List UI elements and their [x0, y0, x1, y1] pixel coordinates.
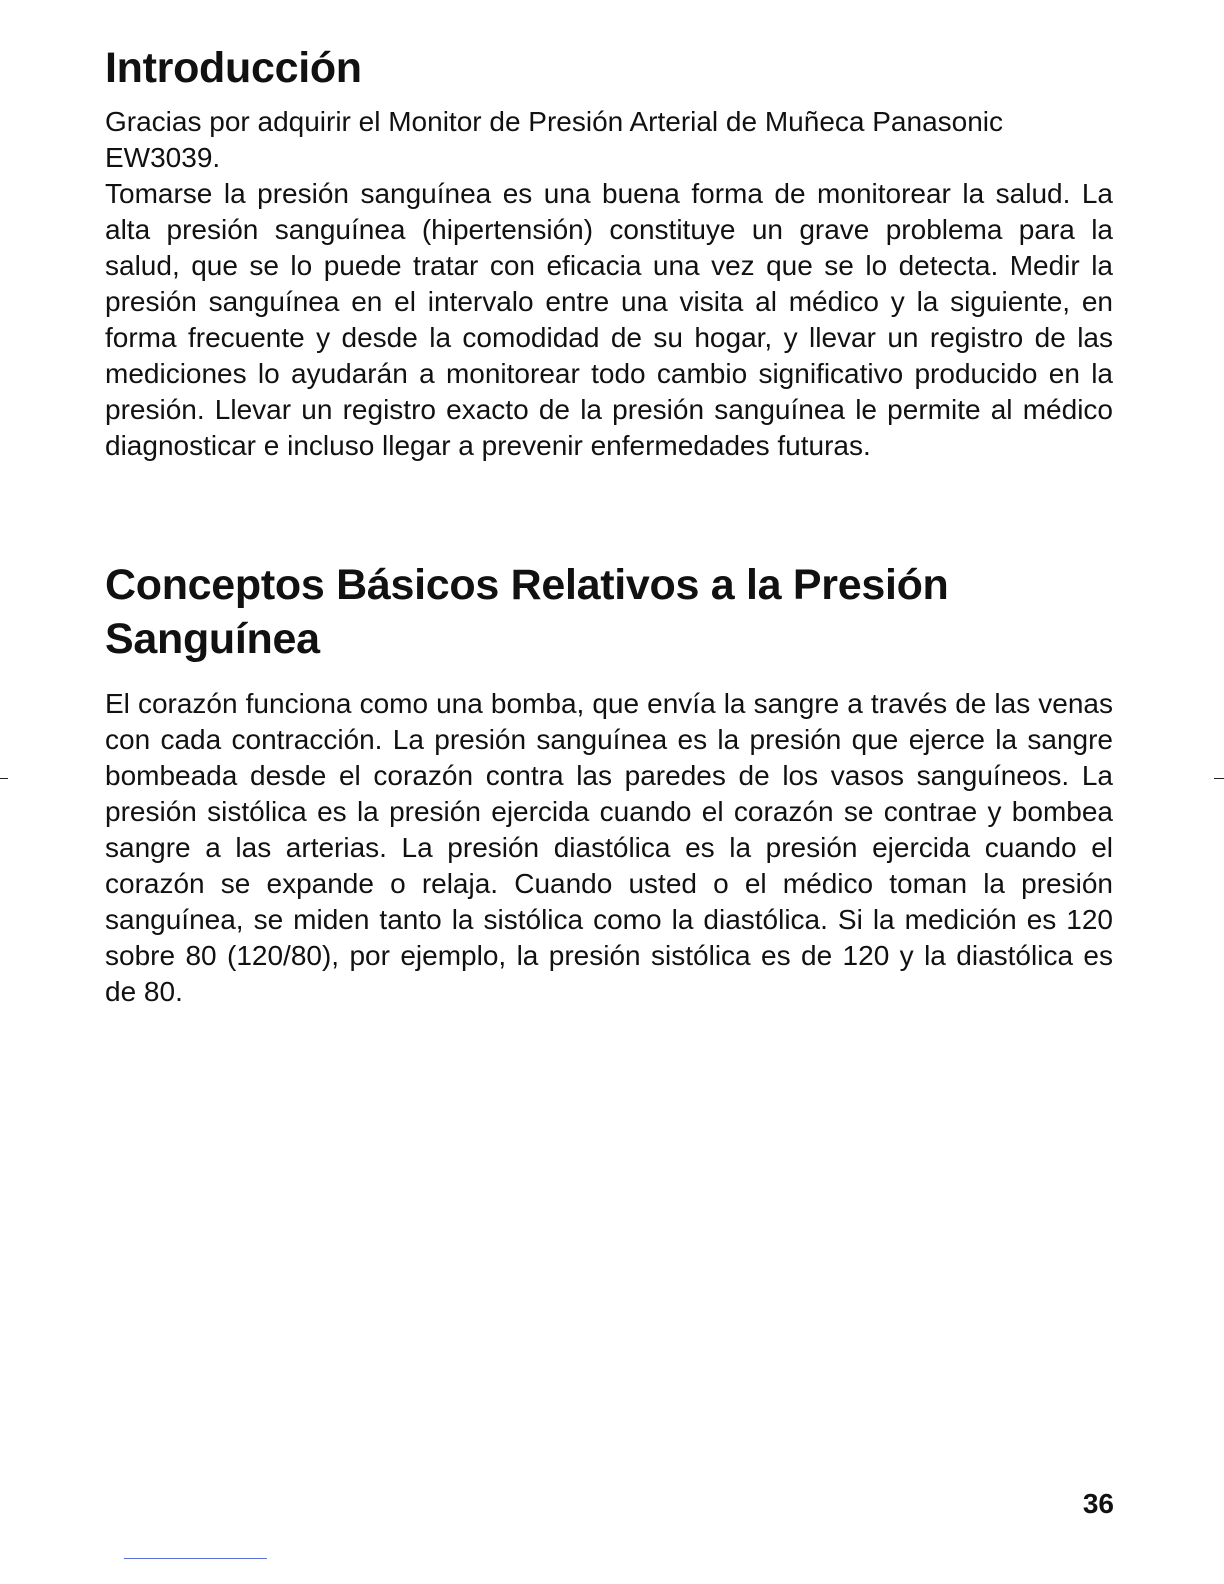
blood-pressure-basics-title-line-1: Conceptos Básicos Relativos a la Presión [105, 561, 949, 609]
right-margin-rule [1214, 778, 1224, 779]
page-number: 36 [1082, 1488, 1114, 1519]
left-margin-rule [0, 778, 8, 779]
introduction-section [105, 40, 1113, 464]
introduction-title: Introducción [105, 44, 362, 92]
document-page [105, 40, 1113, 1010]
introduction-paragraph-purchase: Gracias por adquirir el Monitor de Presión Arterial de Muñeca Panasonic EW3039. [105, 106, 1004, 173]
blood-pressure-basics-title-line-2: Sanguínea [105, 615, 320, 663]
blood-pressure-basics-title [105, 558, 1113, 666]
introduction-paragraph-health: Tomarse la presión sanguínea es una buena forma de monitorear la salud. La alta presión sanguínea (hipertensión) constituye un grave problema para la salud, que se lo puede tratar con eficacia una vez que se lo detecta. Medir la presión sanguínea en el intervalo entre una visita al médico y la siguiente, en forma frecuente y desde la comodidad de su hogar, y llevar un registro de las mediciones lo ayudarán a monitorear todo cambio significativo producido en la presión. Llevar un registro exacto de la presión sanguínea le permite al médico diagnosticar e incluso llegar a prevenir enfermedades futuras. [105, 178, 1113, 461]
footer-blue-line [124, 1558, 267, 1559]
blood-pressure-basics-paragraph: El corazón funciona como una bomba, que envía la sangre a través de las venas con cada contracción. La presión sanguínea es la presión que ejerce la sangre bombeada desde el corazón contra las paredes de los vasos sanguíneos. La presión sistólica es la presión ejercida cuando el corazón se contrae y bombea sangre a las arterias. La presión diastólica es la presión ejercida cuando el corazón se expande o relaja. Cuando usted o el médico toman la presión sanguínea, se miden tanto la sistólica como la diastólica. Si la medición es 120 sobre 80 (120/80), por ejemplo, la presión sistólica es de 120 y la diastólica es de 80. [105, 688, 1113, 1007]
blood-pressure-basics-section [105, 558, 1113, 1010]
